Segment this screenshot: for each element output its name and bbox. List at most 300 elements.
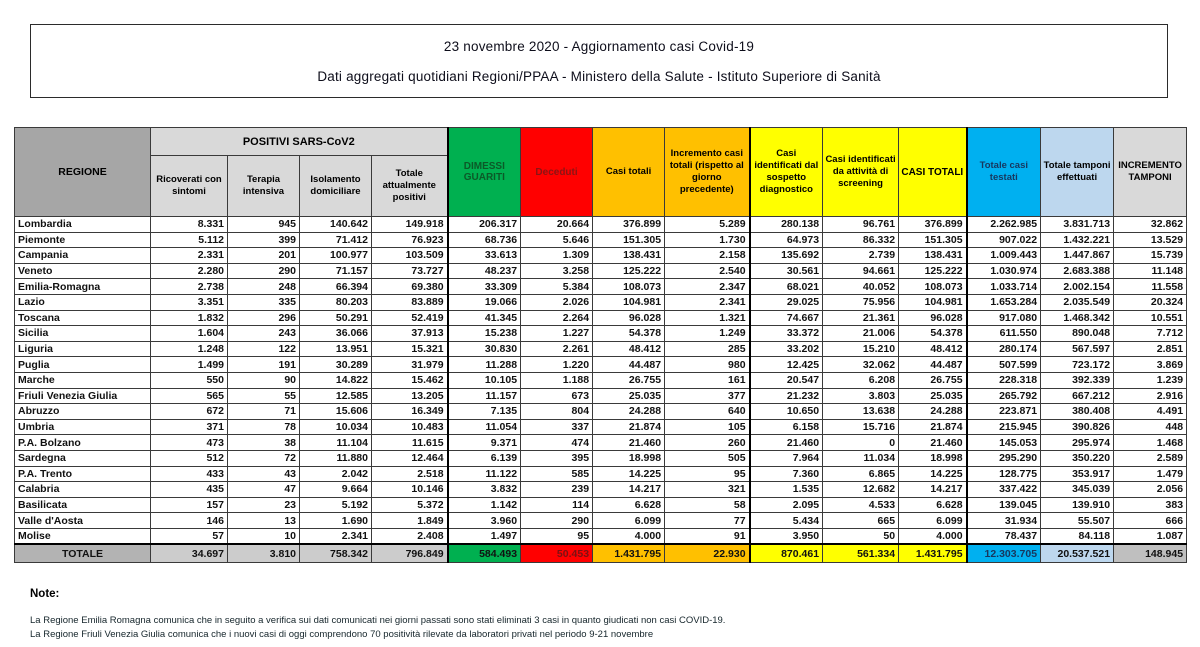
region-name: Valle d'Aosta bbox=[15, 513, 151, 529]
data-cell: 337.422 bbox=[967, 482, 1041, 498]
data-cell: 390.826 bbox=[1041, 419, 1114, 435]
header-casi-totali: Casi totali bbox=[593, 128, 665, 217]
data-cell: 54.378 bbox=[899, 326, 967, 342]
total-cell: 12.303.705 bbox=[967, 544, 1041, 563]
table-row bbox=[15, 232, 1187, 248]
data-cell: 2.341 bbox=[665, 294, 750, 310]
data-cell: 3.950 bbox=[750, 528, 823, 544]
total-cell: 148.945 bbox=[1114, 544, 1187, 563]
data-cell: 33.202 bbox=[750, 341, 823, 357]
data-cell: 66.394 bbox=[300, 279, 372, 295]
data-cell: 13.205 bbox=[372, 388, 448, 404]
region-name: Veneto bbox=[15, 263, 151, 279]
table-body bbox=[15, 217, 1187, 563]
table-row bbox=[15, 482, 1187, 498]
table-row bbox=[15, 357, 1187, 373]
total-cell: 796.849 bbox=[372, 544, 448, 563]
table-row bbox=[15, 263, 1187, 279]
data-cell: 96.761 bbox=[823, 217, 899, 233]
data-cell: 2.408 bbox=[372, 528, 448, 544]
data-cell: 95 bbox=[665, 466, 750, 482]
data-cell: 104.981 bbox=[593, 294, 665, 310]
data-cell: 13.951 bbox=[300, 341, 372, 357]
table-row bbox=[15, 466, 1187, 482]
data-cell: 399 bbox=[228, 232, 300, 248]
data-cell: 2.042 bbox=[300, 466, 372, 482]
header-regione: REGIONE bbox=[15, 128, 151, 217]
data-cell: 78.437 bbox=[967, 528, 1041, 544]
data-cell: 448 bbox=[1114, 419, 1187, 435]
data-cell: 380.408 bbox=[1041, 404, 1114, 420]
total-cell: 34.697 bbox=[151, 544, 228, 563]
data-cell: 11.615 bbox=[372, 435, 448, 451]
data-cell: 11.104 bbox=[300, 435, 372, 451]
data-cell: 55 bbox=[228, 388, 300, 404]
data-cell: 665 bbox=[823, 513, 899, 529]
data-cell: 9.664 bbox=[300, 482, 372, 498]
data-cell: 96.028 bbox=[593, 310, 665, 326]
region-name: Piemonte bbox=[15, 232, 151, 248]
region-name: Marche bbox=[15, 372, 151, 388]
notes-title: Note: bbox=[30, 588, 60, 600]
data-cell: 7.964 bbox=[750, 450, 823, 466]
data-cell: 30.289 bbox=[300, 357, 372, 373]
data-cell: 145.053 bbox=[967, 435, 1041, 451]
data-cell: 395 bbox=[521, 450, 593, 466]
data-cell: 1.432.221 bbox=[1041, 232, 1114, 248]
table-row bbox=[15, 294, 1187, 310]
data-cell: 383 bbox=[1114, 497, 1187, 513]
data-cell: 90 bbox=[228, 372, 300, 388]
data-cell: 140.642 bbox=[300, 217, 372, 233]
data-cell: 11.157 bbox=[448, 388, 521, 404]
data-cell: 1.033.714 bbox=[967, 279, 1041, 295]
data-cell: 114 bbox=[521, 497, 593, 513]
title-box bbox=[30, 24, 1168, 98]
data-cell: 4.491 bbox=[1114, 404, 1187, 420]
data-cell: 3.258 bbox=[521, 263, 593, 279]
region-name: Liguria bbox=[15, 341, 151, 357]
data-cell: 21.874 bbox=[899, 419, 967, 435]
data-cell: 128.775 bbox=[967, 466, 1041, 482]
data-cell: 95 bbox=[521, 528, 593, 544]
header-casi-testati: Totale casi testati bbox=[967, 128, 1041, 217]
data-cell: 11.034 bbox=[823, 450, 899, 466]
data-cell: 5.384 bbox=[521, 279, 593, 295]
data-cell: 1.497 bbox=[448, 528, 521, 544]
data-cell: 135.692 bbox=[750, 248, 823, 264]
data-cell: 12.682 bbox=[823, 482, 899, 498]
data-cell: 296 bbox=[228, 310, 300, 326]
total-cell: 20.537.521 bbox=[1041, 544, 1114, 563]
data-cell: 666 bbox=[1114, 513, 1187, 529]
data-cell: 69.380 bbox=[372, 279, 448, 295]
data-cell: 21.460 bbox=[750, 435, 823, 451]
data-cell: 23 bbox=[228, 497, 300, 513]
data-cell: 32.862 bbox=[1114, 217, 1187, 233]
data-cell: 15.238 bbox=[448, 326, 521, 342]
table-row bbox=[15, 450, 1187, 466]
data-cell: 1.009.443 bbox=[967, 248, 1041, 264]
data-cell: 7.135 bbox=[448, 404, 521, 420]
data-cell: 48.237 bbox=[448, 263, 521, 279]
data-cell: 2.851 bbox=[1114, 341, 1187, 357]
header-totale-positivi: Totale attualmente positivi bbox=[372, 156, 448, 217]
data-cell: 2.035.549 bbox=[1041, 294, 1114, 310]
data-cell: 2.262.985 bbox=[967, 217, 1041, 233]
data-cell: 295.290 bbox=[967, 450, 1041, 466]
data-cell: 243 bbox=[228, 326, 300, 342]
header-tamponi: Totale tamponi effettuati bbox=[1041, 128, 1114, 217]
data-cell: 3.351 bbox=[151, 294, 228, 310]
data-cell: 10.105 bbox=[448, 372, 521, 388]
data-cell: 1.309 bbox=[521, 248, 593, 264]
data-cell: 57 bbox=[151, 528, 228, 544]
header-positivi-group: POSITIVI SARS-CoV2 bbox=[151, 128, 448, 156]
data-cell: 2.158 bbox=[665, 248, 750, 264]
data-cell: 55.507 bbox=[1041, 513, 1114, 529]
data-cell: 33.372 bbox=[750, 326, 823, 342]
data-cell: 585 bbox=[521, 466, 593, 482]
data-cell: 76.923 bbox=[372, 232, 448, 248]
data-cell: 2.095 bbox=[750, 497, 823, 513]
data-cell: 21.460 bbox=[899, 435, 967, 451]
total-cell: 758.342 bbox=[300, 544, 372, 563]
data-cell: 11.148 bbox=[1114, 263, 1187, 279]
data-cell: 215.945 bbox=[967, 419, 1041, 435]
region-name: Basilicata bbox=[15, 497, 151, 513]
data-cell: 125.222 bbox=[899, 263, 967, 279]
data-cell: 1.249 bbox=[665, 326, 750, 342]
data-cell: 83.889 bbox=[372, 294, 448, 310]
data-cell: 567.597 bbox=[1041, 341, 1114, 357]
data-cell: 2.331 bbox=[151, 248, 228, 264]
data-cell: 37.913 bbox=[372, 326, 448, 342]
data-cell: 191 bbox=[228, 357, 300, 373]
data-cell: 73.727 bbox=[372, 263, 448, 279]
region-name: Puglia bbox=[15, 357, 151, 373]
header-casi-totali-caps: CASI TOTALI bbox=[899, 128, 967, 217]
data-cell: 108.073 bbox=[899, 279, 967, 295]
data-cell: 376.899 bbox=[593, 217, 665, 233]
total-label: TOTALE bbox=[15, 544, 151, 563]
data-cell: 667.212 bbox=[1041, 388, 1114, 404]
data-cell: 20.547 bbox=[750, 372, 823, 388]
data-cell: 1.653.284 bbox=[967, 294, 1041, 310]
data-cell: 80.203 bbox=[300, 294, 372, 310]
data-cell: 29.025 bbox=[750, 294, 823, 310]
data-cell: 295.974 bbox=[1041, 435, 1114, 451]
data-cell: 0 bbox=[823, 435, 899, 451]
data-cell: 161 bbox=[665, 372, 750, 388]
data-cell: 672 bbox=[151, 404, 228, 420]
data-cell: 11.288 bbox=[448, 357, 521, 373]
data-cell: 550 bbox=[151, 372, 228, 388]
data-cell: 30.830 bbox=[448, 341, 521, 357]
data-cell: 337 bbox=[521, 419, 593, 435]
data-cell: 435 bbox=[151, 482, 228, 498]
table-row bbox=[15, 404, 1187, 420]
data-cell: 260 bbox=[665, 435, 750, 451]
data-cell: 84.118 bbox=[1041, 528, 1114, 544]
data-cell: 14.225 bbox=[593, 466, 665, 482]
data-cell: 31.979 bbox=[372, 357, 448, 373]
header-deceduti: Deceduti bbox=[521, 128, 593, 217]
data-cell: 371 bbox=[151, 419, 228, 435]
data-cell: 280.174 bbox=[967, 341, 1041, 357]
data-cell: 1.248 bbox=[151, 341, 228, 357]
data-cell: 108.073 bbox=[593, 279, 665, 295]
data-cell: 14.225 bbox=[899, 466, 967, 482]
data-cell: 1.239 bbox=[1114, 372, 1187, 388]
data-cell: 139.910 bbox=[1041, 497, 1114, 513]
data-cell: 10.650 bbox=[750, 404, 823, 420]
data-cell: 345.039 bbox=[1041, 482, 1114, 498]
data-cell: 20.324 bbox=[1114, 294, 1187, 310]
data-cell: 6.865 bbox=[823, 466, 899, 482]
data-cell: 2.056 bbox=[1114, 482, 1187, 498]
region-name: Calabria bbox=[15, 482, 151, 498]
total-cell: 561.334 bbox=[823, 544, 899, 563]
data-cell: 43 bbox=[228, 466, 300, 482]
data-cell: 125.222 bbox=[593, 263, 665, 279]
note-line-2: La Regione Friuli Venezia Giulia comunica che i nuovi casi di oggi comprendono 70 positività rilevate da laboratori privati nel periodo 9-21 novembre bbox=[30, 628, 654, 640]
data-cell: 1.447.867 bbox=[1041, 248, 1114, 264]
data-cell: 48.412 bbox=[593, 341, 665, 357]
data-cell: 13 bbox=[228, 513, 300, 529]
data-cell: 138.431 bbox=[899, 248, 967, 264]
data-cell: 11.558 bbox=[1114, 279, 1187, 295]
data-cell: 2.916 bbox=[1114, 388, 1187, 404]
data-cell: 2.739 bbox=[823, 248, 899, 264]
data-cell: 3.831.713 bbox=[1041, 217, 1114, 233]
region-name: Sardegna bbox=[15, 450, 151, 466]
data-cell: 19.066 bbox=[448, 294, 521, 310]
data-cell: 9.371 bbox=[448, 435, 521, 451]
data-cell: 6.099 bbox=[593, 513, 665, 529]
data-cell: 105 bbox=[665, 419, 750, 435]
region-name: Lombardia bbox=[15, 217, 151, 233]
data-cell: 48.412 bbox=[899, 341, 967, 357]
table-row bbox=[15, 497, 1187, 513]
data-cell: 15.716 bbox=[823, 419, 899, 435]
data-cell: 640 bbox=[665, 404, 750, 420]
data-cell: 1.499 bbox=[151, 357, 228, 373]
header-dimessi-guariti: DIMESSI GUARITI bbox=[448, 128, 521, 217]
data-cell: 280.138 bbox=[750, 217, 823, 233]
table-row bbox=[15, 419, 1187, 435]
total-cell: 1.431.795 bbox=[593, 544, 665, 563]
data-cell: 228.318 bbox=[967, 372, 1041, 388]
data-cell: 2.589 bbox=[1114, 450, 1187, 466]
data-cell: 146 bbox=[151, 513, 228, 529]
region-name: Umbria bbox=[15, 419, 151, 435]
data-cell: 1.220 bbox=[521, 357, 593, 373]
data-cell: 75.956 bbox=[823, 294, 899, 310]
header-terapia-intensiva: Terapia intensiva bbox=[228, 156, 300, 217]
data-cell: 907.022 bbox=[967, 232, 1041, 248]
data-cell: 21.232 bbox=[750, 388, 823, 404]
data-cell: 8.331 bbox=[151, 217, 228, 233]
data-cell: 1.849 bbox=[372, 513, 448, 529]
data-cell: 18.998 bbox=[593, 450, 665, 466]
data-cell: 350.220 bbox=[1041, 450, 1114, 466]
data-cell: 14.217 bbox=[593, 482, 665, 498]
data-cell: 1.832 bbox=[151, 310, 228, 326]
data-cell: 50 bbox=[823, 528, 899, 544]
table-row bbox=[15, 435, 1187, 451]
data-cell: 26.755 bbox=[899, 372, 967, 388]
data-cell: 5.112 bbox=[151, 232, 228, 248]
data-cell: 6.628 bbox=[593, 497, 665, 513]
data-cell: 6.139 bbox=[448, 450, 521, 466]
data-cell: 376.899 bbox=[899, 217, 967, 233]
data-cell: 139.045 bbox=[967, 497, 1041, 513]
data-cell: 265.792 bbox=[967, 388, 1041, 404]
data-cell: 1.730 bbox=[665, 232, 750, 248]
data-cell: 47 bbox=[228, 482, 300, 498]
data-cell: 25.035 bbox=[593, 388, 665, 404]
data-cell: 1.321 bbox=[665, 310, 750, 326]
data-cell: 945 bbox=[228, 217, 300, 233]
data-cell: 15.739 bbox=[1114, 248, 1187, 264]
data-cell: 16.349 bbox=[372, 404, 448, 420]
data-cell: 11.054 bbox=[448, 419, 521, 435]
data-cell: 433 bbox=[151, 466, 228, 482]
data-cell: 12.425 bbox=[750, 357, 823, 373]
title-date-line: 23 novembre 2020 - Aggiornamento casi Covid-19 bbox=[443, 38, 755, 54]
data-cell: 2.002.154 bbox=[1041, 279, 1114, 295]
data-cell: 40.052 bbox=[823, 279, 899, 295]
region-name: P.A. Trento bbox=[15, 466, 151, 482]
table-row bbox=[15, 388, 1187, 404]
data-cell: 980 bbox=[665, 357, 750, 373]
data-cell: 21.006 bbox=[823, 326, 899, 342]
data-cell: 6.099 bbox=[899, 513, 967, 529]
data-cell: 505 bbox=[665, 450, 750, 466]
data-cell: 33.613 bbox=[448, 248, 521, 264]
data-cell: 512 bbox=[151, 450, 228, 466]
data-cell: 6.158 bbox=[750, 419, 823, 435]
data-cell: 74.667 bbox=[750, 310, 823, 326]
data-cell: 50.291 bbox=[300, 310, 372, 326]
table-row bbox=[15, 528, 1187, 544]
data-cell: 392.339 bbox=[1041, 372, 1114, 388]
data-cell: 12.585 bbox=[300, 388, 372, 404]
data-cell: 91 bbox=[665, 528, 750, 544]
data-cell: 2.341 bbox=[300, 528, 372, 544]
data-cell: 7.360 bbox=[750, 466, 823, 482]
table-row bbox=[15, 326, 1187, 342]
data-cell: 52.419 bbox=[372, 310, 448, 326]
table-row bbox=[15, 310, 1187, 326]
data-cell: 3.832 bbox=[448, 482, 521, 498]
data-cell: 104.981 bbox=[899, 294, 967, 310]
data-cell: 122 bbox=[228, 341, 300, 357]
note-line-1: La Regione Emilia Romagna comunica che in seguito a verifica sui dati comunicati nei giorni passati sono stati eliminati 3 casi in quanto giudicati non casi COVID-19. bbox=[30, 615, 726, 626]
data-cell: 3.960 bbox=[448, 513, 521, 529]
data-cell: 7.712 bbox=[1114, 326, 1187, 342]
data-cell: 3.869 bbox=[1114, 357, 1187, 373]
data-cell: 157 bbox=[151, 497, 228, 513]
data-cell: 2.540 bbox=[665, 263, 750, 279]
table-row bbox=[15, 513, 1187, 529]
data-cell: 353.917 bbox=[1041, 466, 1114, 482]
data-cell: 64.973 bbox=[750, 232, 823, 248]
data-cell: 565 bbox=[151, 388, 228, 404]
data-cell: 1.535 bbox=[750, 482, 823, 498]
total-cell: 22.930 bbox=[665, 544, 750, 563]
data-cell: 5.434 bbox=[750, 513, 823, 529]
data-cell: 33.309 bbox=[448, 279, 521, 295]
data-cell: 1.188 bbox=[521, 372, 593, 388]
data-cell: 71.157 bbox=[300, 263, 372, 279]
data-cell: 78 bbox=[228, 419, 300, 435]
header-incremento-tamponi: INCREMENTO TAMPONI bbox=[1114, 128, 1187, 217]
data-cell: 206.317 bbox=[448, 217, 521, 233]
data-cell: 1.604 bbox=[151, 326, 228, 342]
region-name: P.A. Bolzano bbox=[15, 435, 151, 451]
data-cell: 321 bbox=[665, 482, 750, 498]
data-cell: 290 bbox=[228, 263, 300, 279]
data-cell: 15.606 bbox=[300, 404, 372, 420]
data-cell: 473 bbox=[151, 435, 228, 451]
table-row bbox=[15, 217, 1187, 233]
data-cell: 44.487 bbox=[593, 357, 665, 373]
data-cell: 890.048 bbox=[1041, 326, 1114, 342]
data-cell: 377 bbox=[665, 388, 750, 404]
header-incremento-casi: Incremento casi totali (rispetto al giorno precedente) bbox=[665, 128, 750, 217]
data-cell: 14.822 bbox=[300, 372, 372, 388]
data-cell: 248 bbox=[228, 279, 300, 295]
data-cell: 10.146 bbox=[372, 482, 448, 498]
data-cell: 21.460 bbox=[593, 435, 665, 451]
header-isolamento: Isolamento domiciliare bbox=[300, 156, 372, 217]
data-cell: 2.683.388 bbox=[1041, 263, 1114, 279]
data-cell: 4.000 bbox=[593, 528, 665, 544]
data-cell: 11.880 bbox=[300, 450, 372, 466]
region-name: Toscana bbox=[15, 310, 151, 326]
data-cell: 151.305 bbox=[899, 232, 967, 248]
data-cell: 917.080 bbox=[967, 310, 1041, 326]
notes-section bbox=[30, 588, 1170, 642]
data-cell: 1.142 bbox=[448, 497, 521, 513]
data-cell: 3.803 bbox=[823, 388, 899, 404]
data-cell: 94.661 bbox=[823, 263, 899, 279]
data-cell: 77 bbox=[665, 513, 750, 529]
data-cell: 10.483 bbox=[372, 419, 448, 435]
data-cell: 507.599 bbox=[967, 357, 1041, 373]
region-name: Lazio bbox=[15, 294, 151, 310]
data-cell: 5.372 bbox=[372, 497, 448, 513]
data-cell: 2.738 bbox=[151, 279, 228, 295]
data-cell: 723.172 bbox=[1041, 357, 1114, 373]
total-cell: 584.493 bbox=[448, 544, 521, 563]
total-cell: 870.461 bbox=[750, 544, 823, 563]
total-cell: 50.453 bbox=[521, 544, 593, 563]
data-cell: 6.208 bbox=[823, 372, 899, 388]
data-cell: 103.509 bbox=[372, 248, 448, 264]
table-row bbox=[15, 279, 1187, 295]
data-cell: 26.755 bbox=[593, 372, 665, 388]
data-cell: 10 bbox=[228, 528, 300, 544]
data-cell: 38 bbox=[228, 435, 300, 451]
region-name: Campania bbox=[15, 248, 151, 264]
data-cell: 2.261 bbox=[521, 341, 593, 357]
data-cell: 2.347 bbox=[665, 279, 750, 295]
data-cell: 4.533 bbox=[823, 497, 899, 513]
data-cell: 285 bbox=[665, 341, 750, 357]
